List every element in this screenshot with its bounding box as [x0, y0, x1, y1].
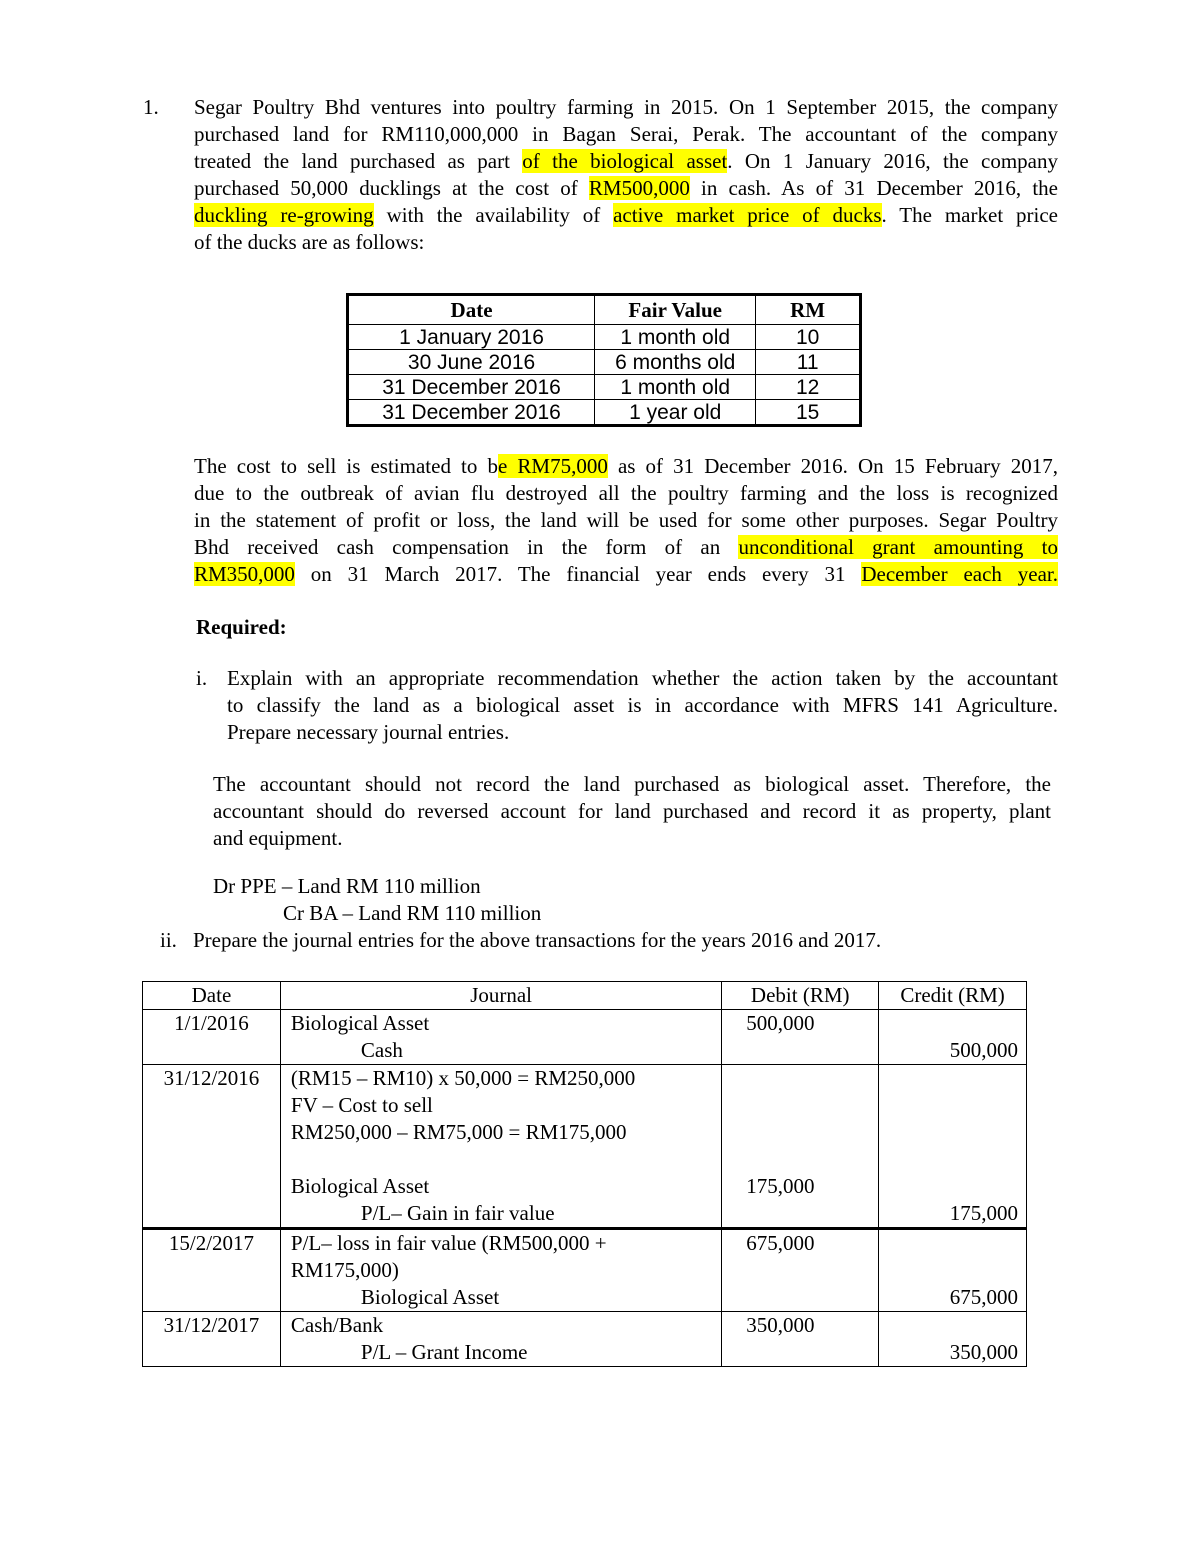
fair-value-table: [346, 293, 862, 427]
journal-row: [143, 1312, 1027, 1367]
credit-amount: [879, 1146, 1018, 1173]
part-i-label: i.: [196, 666, 208, 690]
journal-line: Cash/Bank: [290, 1313, 384, 1337]
text-line: [194, 453, 1058, 480]
text-line: [194, 148, 1058, 175]
journal-line: P/L– Gain in fair value: [360, 1201, 555, 1225]
debit-amount: [746, 1037, 878, 1064]
journal-debit: [722, 1010, 879, 1065]
text-span: on 31 March 2017. The financial year ends every 31: [294, 562, 862, 586]
journal-credit: [879, 1312, 1027, 1367]
debit-amount: [746, 1339, 878, 1366]
fv-row: [348, 350, 861, 375]
journal-line: P/L– loss in fair value (RM500,000 +: [290, 1231, 607, 1255]
text-span: in cash. As of 31 December 2016, the: [689, 176, 1058, 200]
fv-row: [348, 400, 861, 426]
credit-amount: [879, 1173, 1018, 1200]
text-span: due to the outbreak of avian flu destroyed all the poultry farming and the loss is recognized: [194, 481, 1058, 505]
journal-credit: [879, 1229, 1027, 1312]
journal-header-cell: Journal: [280, 982, 721, 1010]
journal-text: [280, 1010, 721, 1065]
text-line: [194, 480, 1058, 507]
highlighted-text: unconditional grant amounting to: [738, 535, 1058, 559]
credit-amount: 175,000: [949, 1201, 1018, 1225]
text-line: [194, 202, 1058, 229]
journal-text: [280, 1312, 721, 1367]
journal-debit: [722, 1312, 879, 1367]
journal-text: [280, 1229, 721, 1312]
journal-line: Biological Asset: [290, 1174, 430, 1198]
required-heading: Required:: [196, 615, 287, 639]
fv-cell: 30 June 2016: [348, 350, 595, 375]
debit-amount: 175,000: [746, 1174, 815, 1198]
fv-row: [348, 325, 861, 350]
fv-cell: 1 month old: [595, 325, 756, 350]
journal-entry-debit: Dr PPE – Land RM 110 million: [213, 874, 481, 898]
text-span: in the statement of profit or loss, the land will be used for some other purposes. Segar Poultry: [194, 508, 1058, 532]
text-span: of the ducks are as follows:: [194, 230, 425, 254]
credit-amount: [879, 1119, 1018, 1146]
fv-cell: 15: [756, 400, 861, 426]
text-line: [194, 94, 1058, 121]
fv-cell: 1 month old: [595, 375, 756, 400]
credit-amount: 500,000: [949, 1038, 1018, 1062]
text-line: and equipment.: [213, 826, 343, 850]
journal-date: 31/12/2017: [143, 1312, 281, 1367]
journal-line: P/L – Grant Income: [360, 1340, 528, 1364]
highlighted-text: e RM75,000: [498, 454, 608, 478]
fv-cell: 31 December 2016: [348, 375, 595, 400]
journal-entry-credit: Cr BA – Land RM 110 million: [283, 901, 542, 925]
text-span: with the availability of: [373, 203, 614, 227]
journal-debit: [722, 1065, 879, 1229]
journal-line: Biological Asset: [290, 1011, 430, 1035]
journal-header-cell: Credit (RM): [879, 982, 1027, 1010]
journal-line: [291, 1146, 721, 1173]
journal-line: Cash: [360, 1038, 403, 1062]
fv-cell: 11: [756, 350, 861, 375]
journal-date: 1/1/2016: [143, 1010, 281, 1065]
text-line: [194, 507, 1058, 534]
text-line: The accountant should not record the land purchased as biological asset. Therefore, the: [213, 772, 1051, 796]
journal-line: (RM15 – RM10) x 50,000 = RM250,000: [290, 1066, 636, 1090]
text-line: Prepare necessary journal entries.: [227, 720, 510, 744]
journal-credit: [879, 1010, 1027, 1065]
journal-line: RM250,000 – RM75,000 = RM175,000: [290, 1120, 627, 1144]
highlighted-text: of the biological asset: [522, 149, 728, 173]
highlighted-text: RM350,000: [194, 562, 295, 586]
debit-amount: [746, 1146, 878, 1173]
journal-line: Biological Asset: [360, 1285, 500, 1309]
journal-date: 15/2/2017: [143, 1229, 281, 1312]
text-line: [194, 175, 1058, 202]
journal-row: [143, 1065, 1027, 1229]
fv-cell: 31 December 2016: [348, 400, 595, 426]
credit-amount: [879, 1065, 1018, 1092]
debit-amount: 350,000: [746, 1313, 815, 1337]
text-span: . The market price: [881, 203, 1059, 227]
credit-amount: 675,000: [949, 1285, 1018, 1309]
text-span: treated the land purchased as part: [194, 149, 523, 173]
text-line: accountant should do reversed account for land purchased and record it as property, plant: [213, 799, 1051, 823]
text-span: . On 1 January 2016, the company: [727, 149, 1058, 173]
credit-amount: [879, 1010, 1018, 1037]
journal-text: [280, 1065, 721, 1229]
text-span: Bhd received cash compensation in the form of an: [194, 535, 739, 559]
text-span: as of 31 December 2016. On 15 February 2017,: [607, 454, 1058, 478]
debit-amount: [746, 1257, 878, 1284]
part-ii-question: Prepare the journal entries for the above transactions for the years 2016 and 2017.: [193, 928, 882, 952]
fv-header-cell: Date: [348, 295, 595, 325]
text-span: purchased 50,000 ducklings at the cost of: [194, 176, 589, 200]
highlighted-text: RM500,000: [588, 176, 690, 200]
fv-header-cell: RM: [756, 295, 861, 325]
question-number: 1.: [143, 95, 159, 119]
journal-line: FV – Cost to sell: [290, 1093, 433, 1117]
fv-cell: 10: [756, 325, 861, 350]
debit-amount: [746, 1200, 878, 1227]
highlighted-text: active market price of ducks: [613, 203, 882, 227]
debit-amount: [746, 1284, 878, 1311]
credit-amount: 350,000: [949, 1340, 1018, 1364]
text-span: The cost to sell is estimated to b: [194, 454, 498, 478]
text-line: [194, 121, 1058, 148]
part-ii-label: ii.: [160, 928, 177, 952]
journal-date: 31/12/2016: [143, 1065, 281, 1229]
fv-cell: 1 January 2016: [348, 325, 595, 350]
fv-cell: 12: [756, 375, 861, 400]
debit-amount: [746, 1065, 878, 1092]
fv-row: [348, 375, 861, 400]
credit-amount: [879, 1257, 1018, 1284]
journal-header-cell: Debit (RM): [722, 982, 879, 1010]
credit-amount: [879, 1092, 1018, 1119]
journal-header-cell: Date: [143, 982, 281, 1010]
journal-credit: [879, 1065, 1027, 1229]
highlighted-text: December each year.: [861, 562, 1058, 586]
journal-row: [143, 1010, 1027, 1065]
credit-amount: [879, 1312, 1018, 1339]
fv-cell: 1 year old: [595, 400, 756, 426]
text-line: to classify the land as a biological asset is in accordance with MFRS 141 Agriculture.: [227, 693, 1058, 717]
journal-line: RM175,000): [290, 1258, 399, 1282]
journal-row: [143, 1229, 1027, 1312]
highlighted-text: duckling re-growing: [194, 203, 374, 227]
journal-debit: [722, 1229, 879, 1312]
credit-amount: [879, 1230, 1018, 1257]
text-line: Explain with an appropriate recommendation whether the action taken by the accountant: [227, 666, 1058, 690]
debit-amount: 500,000: [746, 1011, 815, 1035]
debit-amount: 675,000: [746, 1231, 815, 1255]
debit-amount: [746, 1119, 878, 1146]
text-line: [194, 561, 1058, 588]
debit-amount: [746, 1092, 878, 1119]
fv-cell: 6 months old: [595, 350, 756, 375]
journal-entries-table: [142, 981, 1027, 1367]
text-span: purchased land for RM110,000,000 in Bagan Serai, Perak. The accountant of the company: [194, 122, 1058, 146]
fv-header-cell: Fair Value: [595, 295, 756, 325]
text-line: [194, 229, 424, 256]
text-span: Segar Poultry Bhd ventures into poultry farming in 2015. On 1 September 2015, the company: [194, 95, 1058, 119]
text-line: [194, 534, 1058, 561]
